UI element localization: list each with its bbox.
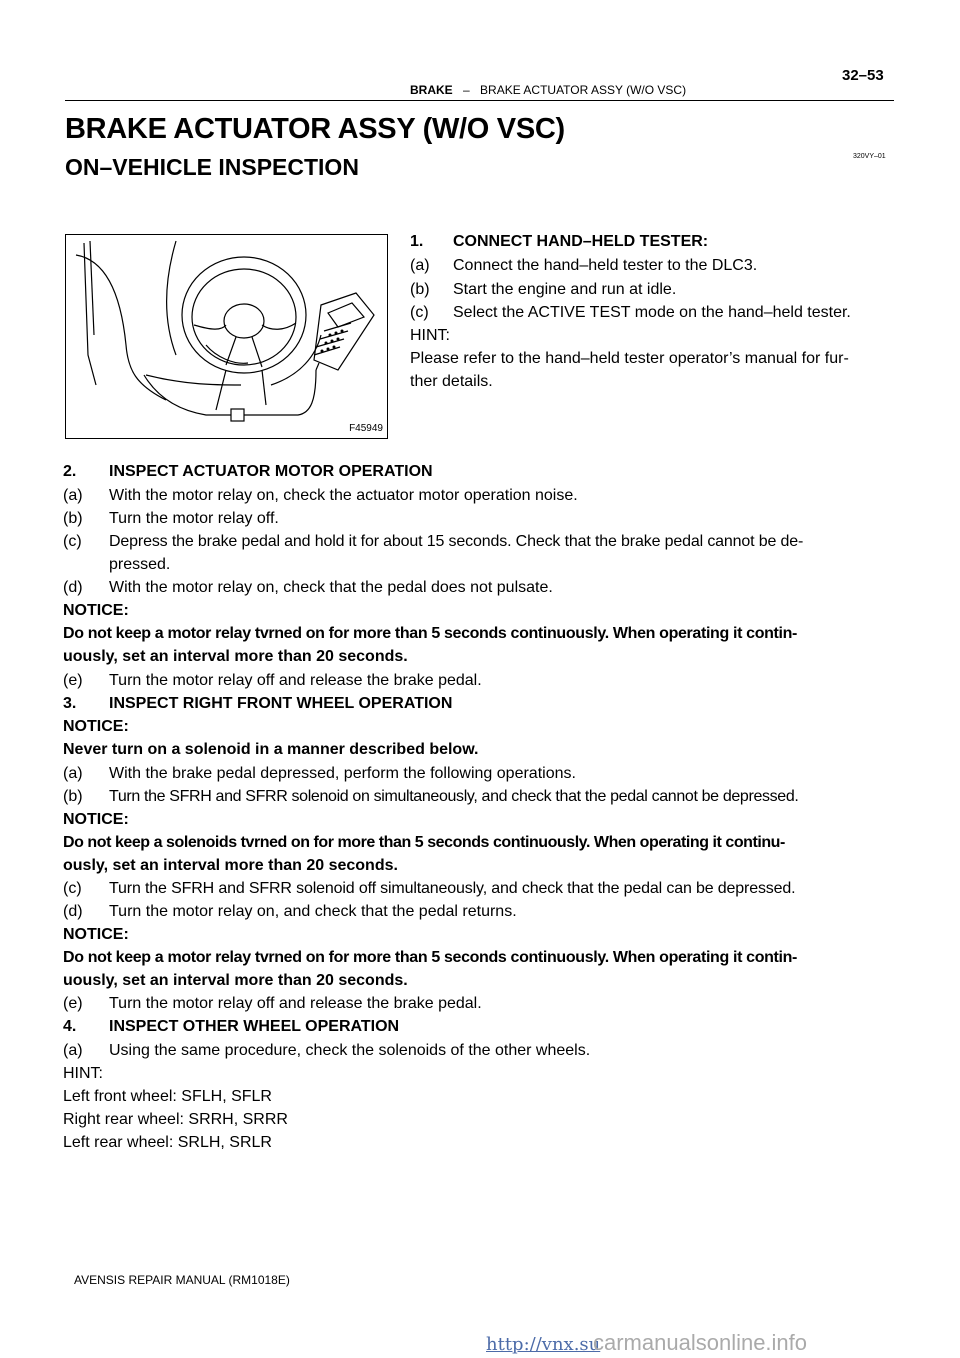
tester-illustration (65, 234, 388, 439)
step-2a (63, 485, 578, 507)
step-2b-text: Turn the motor relay off. (109, 510, 279, 527)
step-1b-text: Start the engine and run at idle. (453, 281, 677, 298)
step-3d-text: Turn the motor relay on, and check that the pedal returns. (109, 903, 517, 920)
dashboard-tester-drawing (66, 235, 386, 437)
step-2e (63, 670, 482, 692)
step-3-notice-label: NOTICE: (63, 718, 129, 735)
step-1c-text: Select the ACTIVE TEST mode on the hand–held tester. (453, 304, 851, 321)
step-3a-num: (a) (63, 765, 83, 782)
step-4-hint-3: Left rear wheel: SRLH, SRLR (63, 1134, 272, 1151)
step-2-text: INSPECT ACTUATOR MOTOR OPERATION (109, 463, 433, 480)
step-1c-num: (c) (410, 304, 429, 321)
step-4-number: 4. (63, 1018, 77, 1035)
page-number: 32–53 (842, 67, 884, 84)
step-1c (410, 302, 851, 324)
step-3b (63, 786, 799, 808)
step-2c-text-1: Depress the brake pedal and hold it for about 15 seconds. Check that the brake pedal cannot be de- (109, 533, 804, 550)
header-rule (65, 100, 894, 101)
step-3d (63, 901, 517, 923)
step-1a (410, 255, 758, 277)
footer-manual-id: AVENSIS REPAIR MANUAL (RM1018E) (74, 1273, 290, 1287)
step-3b-text: Turn the SFRH and SFRR solenoid on simultaneously, and check that the pedal cannot be depressed. (109, 788, 799, 805)
step-3c-num: (c) (63, 880, 82, 897)
step-1-heading (410, 231, 709, 253)
step-3a (63, 763, 576, 785)
header-separator: – (463, 83, 470, 97)
step-1a-text: Connect the hand–held tester to the DLC3. (453, 257, 758, 274)
step-2-notice-line-1: Do not keep a motor relay tvrned on for more than 5 seconds continuously. When operating it contin- (63, 625, 798, 642)
step-1a-num: (a) (410, 257, 430, 274)
step-4-heading (63, 1016, 400, 1038)
step-2d-text: With the motor relay on, check that the pedal does not pulsate. (109, 579, 553, 596)
page-title: BRAKE ACTUATOR ASSY (W/O VSC) (65, 113, 565, 145)
step-1-number: 1. (410, 233, 424, 250)
step-2-number: 2. (63, 463, 77, 480)
step-2-notice-label: NOTICE: (63, 602, 129, 619)
step-2-notice-line-2: uously, set an interval more than 20 seconds. (63, 648, 408, 665)
step-3-notice-line-4: uously, set an interval more than 20 seconds. (63, 972, 408, 989)
step-2b-num: (b) (63, 510, 83, 527)
step-3-heading (63, 693, 453, 715)
section-subtitle: ON–VEHICLE INSPECTION (65, 154, 359, 180)
step-2d (63, 577, 553, 599)
step-3e (63, 993, 482, 1015)
step-3-notice-line-0: Never turn on a solenoid in a manner described below. (63, 741, 479, 758)
document-code: 320VY–01 (853, 153, 886, 160)
step-4a-text: Using the same procedure, check the solenoids of the other wheels. (109, 1042, 591, 1059)
step-3-text: INSPECT RIGHT FRONT WHEEL OPERATION (109, 695, 453, 712)
step-3c (63, 878, 796, 900)
step-2a-text: With the motor relay on, check the actuator motor operation noise. (109, 487, 578, 504)
step-3e-num: (e) (63, 995, 83, 1012)
step-2b (63, 508, 279, 530)
step-2a-num: (a) (63, 487, 83, 504)
step-3d-num: (d) (63, 903, 83, 920)
step-2e-num: (e) (63, 672, 83, 689)
step-2c-text-2: pressed. (109, 556, 171, 573)
watermark-site: carmanualsonline.info (593, 1330, 808, 1355)
step-3-notice-line-3: Do not keep a motor relay tvrned on for more than 5 seconds continuously. When operating it contin- (63, 949, 798, 966)
watermark-link[interactable]: http://vnx.su (486, 1334, 601, 1355)
step-4-text: INSPECT OTHER WHEEL OPERATION (109, 1018, 400, 1035)
step-2e-text: Turn the motor relay off and release the brake pedal. (109, 672, 482, 689)
step-3-notice-label-3: NOTICE: (63, 926, 129, 943)
figure-label: F45949 (349, 423, 383, 434)
step-3-number: 3. (63, 695, 77, 712)
running-header (410, 83, 686, 97)
step-3-notice-line-2: ously, set an interval more than 20 seconds. (63, 857, 398, 874)
step-1-hint-label: HINT: (410, 327, 450, 344)
step-4-hint-1: Left front wheel: SFLH, SFLR (63, 1088, 272, 1105)
step-1-hint-line-2: ther details. (410, 373, 493, 390)
step-1-hint-line-1: Please refer to the hand–held tester operator’s manual for fur- (410, 350, 849, 367)
header-topic: BRAKE ACTUATOR ASSY (W/O VSC) (480, 83, 687, 97)
step-1b-num: (b) (410, 281, 430, 298)
step-1-text: CONNECT HAND–HELD TESTER: (453, 233, 709, 250)
step-3a-text: With the brake pedal depressed, perform the following operations. (109, 765, 576, 782)
step-4-hint-2: Right rear wheel: SRRH, SRRR (63, 1111, 288, 1128)
step-4-hint-label: HINT: (63, 1065, 103, 1082)
step-2-heading (63, 461, 433, 483)
step-3-notice-line-1: Do not keep a solenoids tvrned on for more than 5 seconds continuously. When operating it continu- (63, 834, 785, 851)
step-3e-text: Turn the motor relay off and release the brake pedal. (109, 995, 482, 1012)
step-2c (63, 531, 804, 553)
step-3c-text: Turn the SFRH and SFRR solenoid off simultaneously, and check that the pedal can be depressed. (109, 880, 796, 897)
step-1b (410, 279, 677, 301)
step-3-notice-label-2: NOTICE: (63, 811, 129, 828)
header-section: BRAKE (410, 83, 453, 97)
step-2c-num: (c) (63, 533, 82, 550)
step-4a-num: (a) (63, 1042, 83, 1059)
step-4a (63, 1040, 591, 1062)
step-3b-num: (b) (63, 788, 83, 805)
step-2d-num: (d) (63, 579, 83, 596)
